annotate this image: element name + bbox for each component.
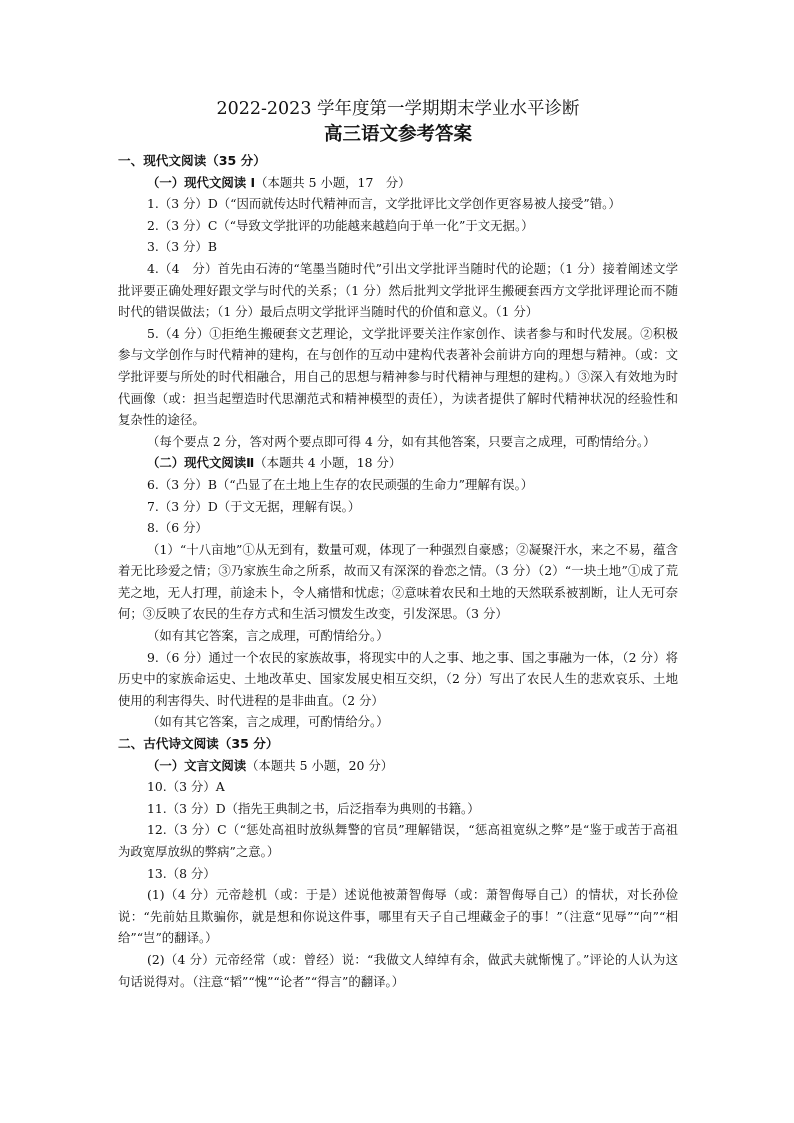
answer-q10: 10.（3 分）A xyxy=(147,779,225,795)
answer-q12: 12.（3 分）C（“惩处高祖时放纵舞警的官员”理解错误，“惩高祖宽纵之弊”是“鉴于或苦于高祖为政宽厚放纵的弊病”之意。） xyxy=(118,822,678,859)
part-label: （二）现代文阅读Ⅱ xyxy=(147,455,255,471)
answer-q9-note: （如有其它答案，言之成理，可酌情给分。） xyxy=(147,714,389,730)
section-heading-modern: 一、现代文阅读（35 分） xyxy=(118,153,266,168)
answer-q3: 3.（3 分）B xyxy=(147,239,217,255)
part-label: （一）文言文阅读 xyxy=(147,757,247,773)
answer-q8-body: （1）“十八亩地”①从无到有，数量可观，体现了一种强烈自豪感；②凝聚汗水，来之不易，蕴含着无比珍爱之情；③乃家族生命之所系，故而又有深深的眷恋之情。（3 分）（2）“一块土地”①成了荒芜之地，无人打理，前途未卜，令人痛惜和忧虑；②意味着农民和土地的天然联系被割断，让人无可奈何；③反映了农民的生存方式和生活习惯发生改变，引发深思。（3 分） xyxy=(118,541,678,622)
answer-q13-1: (1)（4 分）元帝趁机（或：于是）述说他被萧智侮辱（或：萧智侮辱自己）的情状，对长孙俭说：“先前姑且欺骗你，就是想和你说这件事，哪里有天子自己埋藏金子的事！”（注意“见辱”“向”“相给”“岂”的翻译。） xyxy=(118,887,678,946)
answer-q4: 4.（4 分）首先由石涛的“笔墨当随时代”引出文学批评当随时代的论题；（1 分）接着阐述文学批评要正确处理好跟文学与时代的关系；（1 分）然后批判文学批评生搬硬套西方文学批评理论而不随时代的错误做法；（1 分）最后点明文学批评当随时代的价值和意义。（1 分） xyxy=(118,260,678,320)
answer-q5: 5.（4 分）①拒绝生搬硬套文艺理论，文学批评要关注作家创作、读者参与和时代发展。②积极参与文学创作与时代精神的建构，在与创作的互动中建构代表著补会前讲方向的理想与精神。（或：文学批评要与所处的时代相融合，用自己的思想与精神参与时代精神与理想的建构。）③深入有效地为时代画像（或：担当起塑造时代思潮范式和精神模型的责任），为读者提供了解时代精神状况的经验性和复杂性的途径。 xyxy=(118,325,678,428)
part-note: （本题共 4 小题，18 分） xyxy=(254,455,402,471)
answer-q13: 13.（8 分） xyxy=(147,865,216,881)
answer-q7: 7.（3 分）D（于文无据，理解有误。） xyxy=(147,498,361,514)
part-label: （一）现代文阅读 I xyxy=(147,174,256,190)
answer-q6: 6.（3 分）B（“凸显了在土地上生存的农民顽强的生命力”理解有误。） xyxy=(147,476,534,492)
answer-q8-note: （如有其它答案，言之成理，可酌情给分。） xyxy=(147,628,389,644)
part-note: （本题共 5 小题，20 分） xyxy=(246,757,394,773)
part-note: （本题共 5 小题，17 分） xyxy=(255,174,411,190)
exam-title: 2022-2023 学年度第一学期期末学业水平诊断 xyxy=(216,99,580,119)
answer-q9: 9.（6 分）通过一个农民的家族故事，将现实中的人之事、地之事、国之事融为一体，（2 分）将历史中的家族命运史、土地改革史、国家发展史相互交织，（2 分）写出了农民人生的悲欢哀乐、土地使用的利害得失、时代进程的是非曲直。（2 分） xyxy=(118,649,678,708)
answer-q2: 2.（3 分）C（“导致文学批评的功能越来越趋向于单一化”于文无据。） xyxy=(147,217,534,233)
answer-q5-note: （每个要点 2 分，答对两个要点即可得 4 分，如有其他答案，只要言之成理，可酌情给分。） xyxy=(147,433,656,449)
answer-q13-2: (2)（4 分）元帝经常（或：曾经）说：“我做文人绰绰有余，做武夫就惭愧了。”评论的人认为这句话说得对。（注意“韬”“愧”“论者”“得言”的翻译。） xyxy=(118,951,678,989)
section-heading-classical: 二、古代诗文阅读（35 分） xyxy=(118,736,279,752)
answer-document xyxy=(118,96,678,992)
answer-q1: 1.（3 分）D（“因而就传达时代精神而言，文学批评比文学创作更容易被人接受”错。） xyxy=(147,196,621,212)
answer-title: 高三语文参考答案 xyxy=(323,124,472,145)
part-heading-modern-2 xyxy=(118,452,678,474)
answer-q11: 11.（3 分）D（指先王典制之书，后泛指奉为典则的书籍。） xyxy=(147,800,480,816)
answer-q8: 8.（6 分） xyxy=(147,520,208,536)
part-heading-modern-1 xyxy=(118,172,678,194)
part-heading-classical-1 xyxy=(118,755,678,777)
